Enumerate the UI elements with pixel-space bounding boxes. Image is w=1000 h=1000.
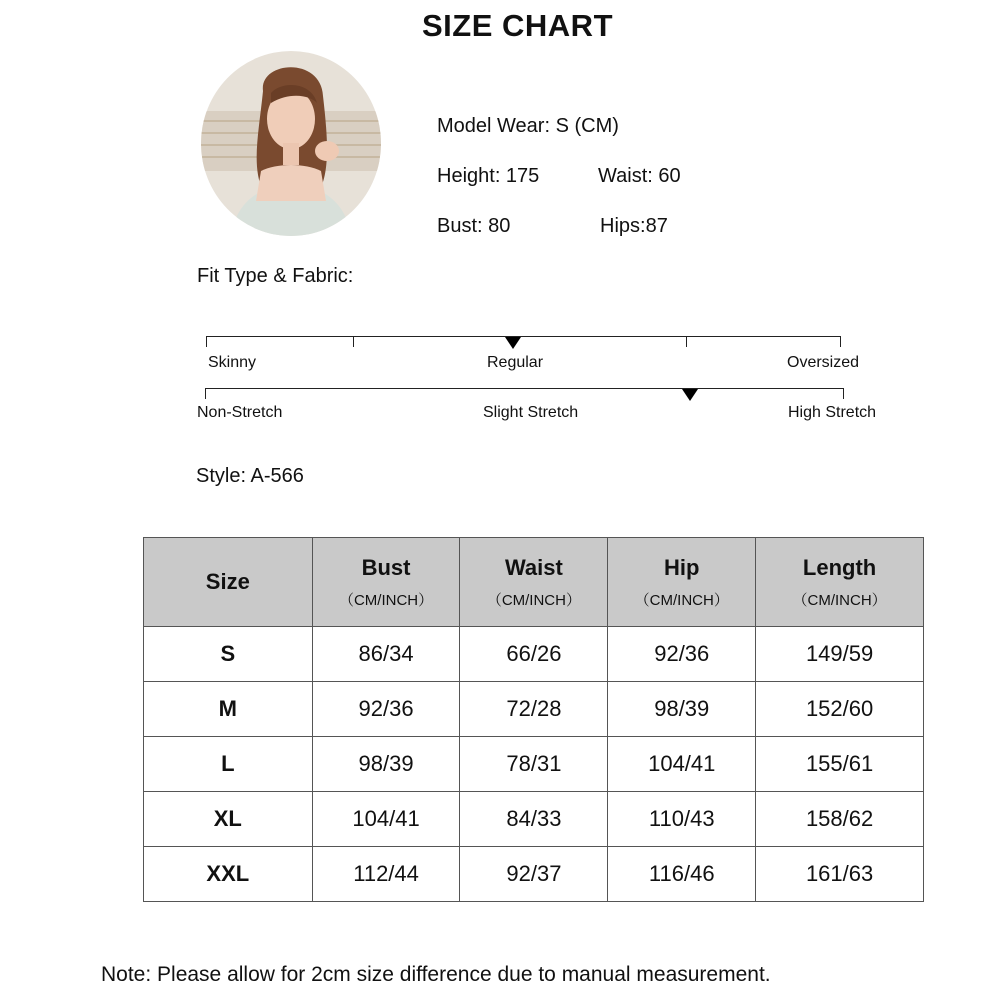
fit-label-regular: Regular bbox=[487, 354, 544, 371]
bust-cell: 112/44 bbox=[312, 847, 460, 902]
header-size bbox=[144, 538, 313, 627]
header-length bbox=[756, 538, 924, 627]
waist-cell: 66/26 bbox=[460, 627, 608, 682]
length-cell: 158/62 bbox=[756, 792, 924, 847]
stretch-scale-tick bbox=[843, 388, 844, 399]
hip-cell: 92/36 bbox=[608, 627, 756, 682]
style-code: Style: A-566 bbox=[196, 465, 304, 487]
hip-cell: 98/39 bbox=[608, 682, 756, 737]
fit-scale-tick bbox=[840, 336, 841, 347]
length-cell: 152/60 bbox=[756, 682, 924, 737]
model-hips: Hips:87 bbox=[600, 215, 668, 237]
fit-scale-tick bbox=[353, 336, 354, 347]
header-label: Waist bbox=[504, 554, 563, 580]
header-hip bbox=[608, 538, 756, 627]
fit-scale-tick bbox=[686, 336, 687, 347]
table-row bbox=[144, 682, 924, 737]
size-cell: XXL bbox=[144, 847, 313, 902]
stretch-label-non: Non-Stretch bbox=[197, 404, 283, 421]
fit-scale-line bbox=[206, 336, 840, 337]
header-label: Hip bbox=[664, 554, 700, 580]
size-cell: M bbox=[144, 682, 313, 737]
header-label: Size bbox=[205, 569, 250, 594]
header-bust bbox=[312, 538, 460, 627]
fit-label-skinny: Skinny bbox=[208, 354, 257, 371]
waist-cell: 78/31 bbox=[460, 737, 608, 792]
stretch-scale-tick bbox=[205, 388, 206, 399]
model-photo bbox=[201, 51, 381, 236]
table-row bbox=[144, 847, 924, 902]
length-cell: 161/63 bbox=[756, 847, 924, 902]
header-unit: （CM/INCH） bbox=[338, 591, 434, 609]
header-unit: （CM/INCH） bbox=[792, 591, 887, 609]
model-waist: Waist: 60 bbox=[598, 165, 681, 187]
fit-scale-tick bbox=[206, 336, 207, 347]
length-cell: 149/59 bbox=[756, 627, 924, 682]
hip-cell: 116/46 bbox=[608, 847, 756, 902]
stretch-label-high: High Stretch bbox=[788, 404, 877, 421]
size-cell: S bbox=[144, 627, 313, 682]
header-unit: （CM/INCH） bbox=[634, 591, 729, 609]
model-photo-illustration bbox=[201, 51, 381, 236]
table-row bbox=[144, 792, 924, 847]
table-header-row bbox=[144, 538, 924, 627]
table-row bbox=[144, 737, 924, 792]
measurement-note: Note: Please allow for 2cm size difference due to manual measurement. bbox=[101, 963, 771, 986]
bust-cell: 98/39 bbox=[312, 737, 460, 792]
size-cell: L bbox=[144, 737, 313, 792]
hip-cell: 104/41 bbox=[608, 737, 756, 792]
hip-cell: 110/43 bbox=[608, 792, 756, 847]
table-row bbox=[144, 627, 924, 682]
model-wear: Model Wear: S (CM) bbox=[437, 115, 619, 137]
fit-label-oversized: Oversized bbox=[787, 354, 860, 371]
waist-cell: 84/33 bbox=[460, 792, 608, 847]
header-label: Bust bbox=[361, 554, 411, 580]
header-unit: （CM/INCH） bbox=[486, 591, 581, 609]
header-waist bbox=[460, 538, 608, 627]
length-cell: 155/61 bbox=[756, 737, 924, 792]
stretch-label-slight: Slight Stretch bbox=[483, 404, 579, 421]
bust-cell: 104/41 bbox=[312, 792, 460, 847]
size-table bbox=[143, 537, 924, 902]
waist-cell: 92/37 bbox=[460, 847, 608, 902]
fit-scale-marker bbox=[505, 337, 521, 349]
waist-cell: 72/28 bbox=[460, 682, 608, 737]
fit-heading: Fit Type & Fabric: bbox=[197, 265, 354, 287]
bust-cell: 92/36 bbox=[312, 682, 460, 737]
header-label: Length bbox=[802, 554, 877, 580]
stretch-scale-marker bbox=[682, 389, 698, 401]
stretch-scale-line bbox=[205, 388, 843, 389]
size-cell: XL bbox=[144, 792, 313, 847]
page-title: SIZE CHART bbox=[422, 8, 613, 43]
model-height: Height: 175 bbox=[437, 165, 540, 187]
bust-cell: 86/34 bbox=[312, 627, 460, 682]
model-bust: Bust: 80 bbox=[437, 215, 511, 237]
